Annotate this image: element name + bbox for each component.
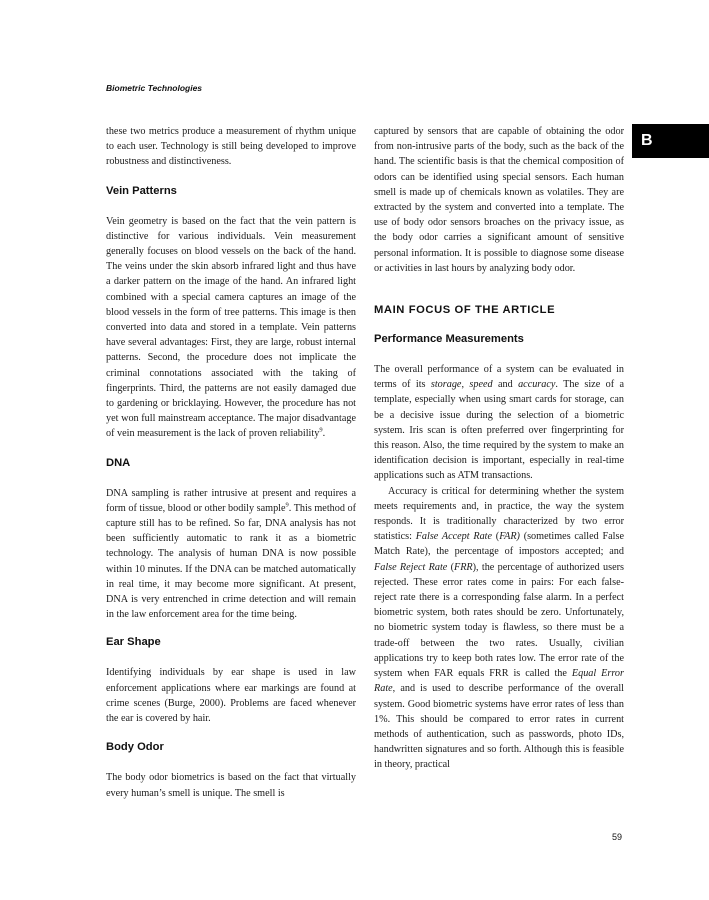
vein-patterns-paragraph: Vein geometry is based on the fact that the vein pattern is distinctive for various individuals. Vein measurement generally focuses on blood vessels on the back of the hand. The veins under the skin absorb infrared light and thus have a darker pattern on the image of the hand. An infrared light combined with a special camera captures an image of the blood vessels in the form of tree patterns. This image is then converted into data and stored in a template. Vein patterns have several advantages: First, they are large, robust internal patterns. Second, the procedure does not implicate the criminal connotations associated with the taking of fingerprints. Third, the patterns are not easily damaged due to gardening or bricklaying. However, the procedure has not yet won full mainstream acceptance. The major disadvantage of vein measurement is the lack of proven reliability$^9$. xyxy=(106,215,356,440)
right-column xyxy=(374,124,624,773)
section-tab: B xyxy=(632,124,709,158)
performance-measurements-heading: Performance Measurements xyxy=(374,333,524,346)
intro-paragraph: these two metrics produce a measurement of rhythm unique to each user. Technology is still being developed to improve robustness and distinctiveness. xyxy=(106,126,356,168)
ear-shape-paragraph: Identifying individuals by ear shape is used in law enforcement applications where ear markings are found at crime scenes (Burge, 2000). Problems are faced whenever the ear is covered by hair. xyxy=(106,667,356,725)
main-focus-heading: MAIN FOCUS OF THE ARTICLE xyxy=(374,304,556,317)
body-odor-continued-paragraph: captured by sensors that are capable of obtaining the odor from non-intrusive parts of the body, such as the back of the hand. The scientific basis is that the chemical composition of odors can be identified using special sensors. Each human smell is made up of chemicals known as volatiles. They are extracted by the system and converted into a template. The use of body odor sensors broaches on the privacy issue, as the body odor carries a significant amount of sensitive personal information. It is possible to diagnose some disease or activities in last hours by analyzing body odor. xyxy=(374,126,624,274)
left-column xyxy=(106,124,356,801)
vein-patterns-heading: Vein Patterns xyxy=(106,184,177,197)
footnote-ref: 9 xyxy=(319,427,323,435)
body-odor-heading: Body Odor xyxy=(106,741,164,754)
dna-heading: DNA xyxy=(106,456,131,469)
performance-paragraph-1: The overall performance of a system can be evaluated in terms of its storage, speed and accuracy. The size of a template, especially when using smart cards for storage, can be a decisive issue during the selection of a biometric system. Iris scan is often preferred over fingerprinting for this reason. Also, the time required by the system to make an identification decision is important, especially in real-time applications such as ATM transactions. xyxy=(374,364,624,482)
body-odor-paragraph: The body odor biometrics is based on the fact that virtually every human’s smell is unique. The smell is xyxy=(106,772,356,799)
page-number: 59 xyxy=(612,832,623,842)
performance-paragraph-2: Accuracy is critical for determining whether the system meets requirements and, in practice, the way the system responds. It is traditionally characterized by two error statistics: False Accept Rate (FAR) (sometimes called False Match Rate), the percentage of impostors accepted; and False Reject Rate (FRR), the percentage of authorized users rejected. These error rates come in pairs: For each false-reject rate there is a corresponding false alarm. In a perfect biometric system, both rates should be zero. Unfortunately, no biometric system today is flawless, so there must be a trade-off between the two rates. Usually, civilian applications try to keep both rates low. The error rate of the system when FAR equals FRR is called the Equal Error Rate, and is used to describe performance of the overall system. Good biometric systems have error rates of less than 1%. This should be compared to error rates in current methods of authentication, such as passwords, photo IDs, handwritten signatures and so forth. Although this is feasible in theory, practical xyxy=(374,485,624,771)
running-head: Biometric Technologies xyxy=(106,83,203,93)
footnote-ref: 9 xyxy=(285,501,289,509)
dna-paragraph: DNA sampling is rather intrusive at present and requires a form of tissue, blood or other bodily sample$^9$. This method of capture still has to be refined. So far, DNA analysis has not been sufficiently automatic to rank it as a biometric technology. The analysis of human DNA is now possible within 10 minutes. If the DNA can be matched automatically in real time, it may become more significant. At present, DNA is very entrenched in crime detection and will remain in the law enforcement area for the time being. xyxy=(106,487,356,621)
ear-shape-heading: Ear Shape xyxy=(106,636,161,649)
